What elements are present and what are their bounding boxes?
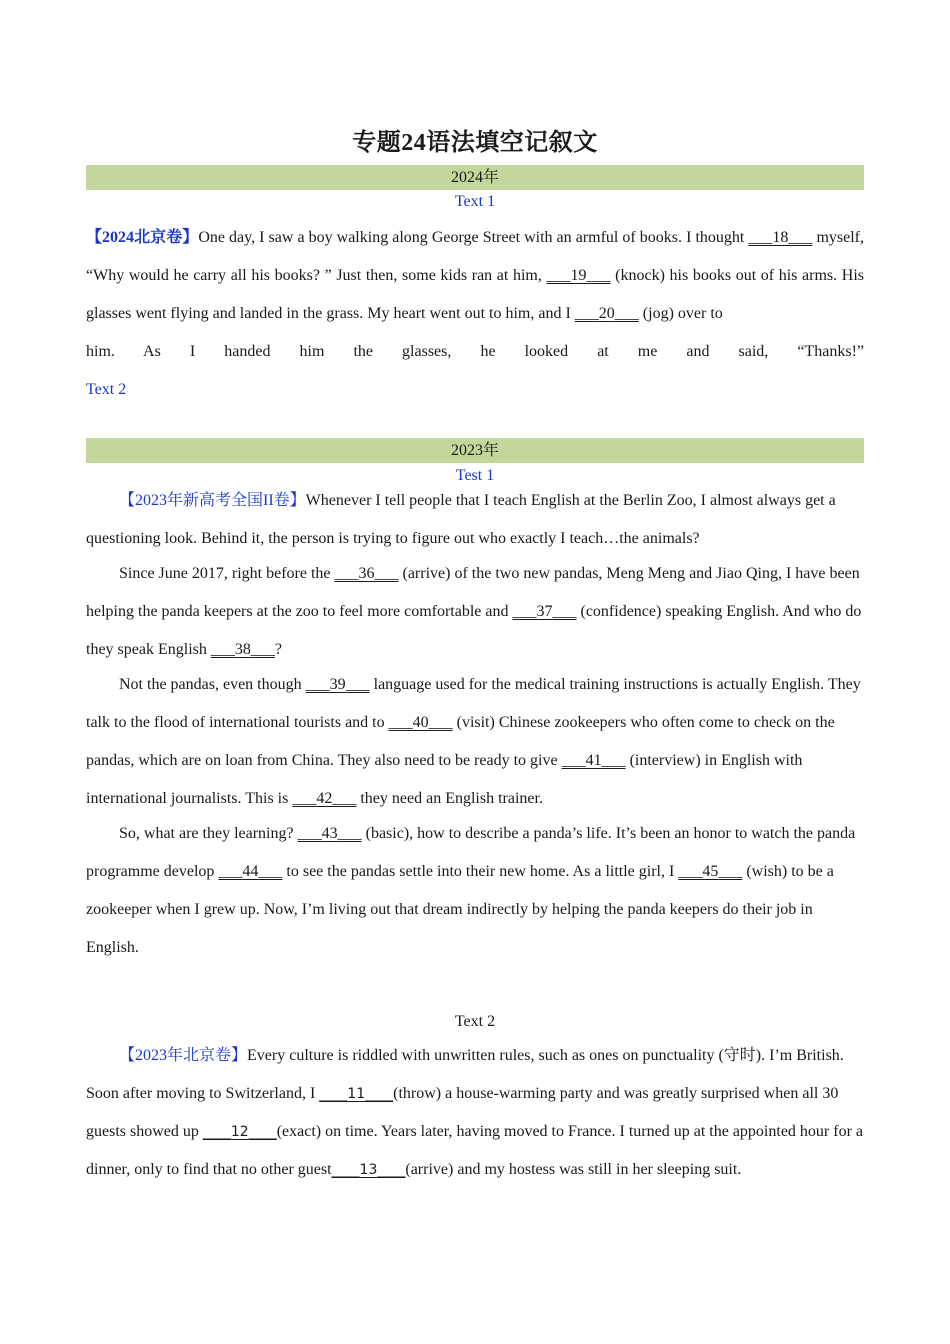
blank-13[interactable]: ____13____ — [331, 1162, 406, 1178]
paragraph-2023-3: Not the pandas, even though ___39___ language used for the medical training instructions is actually English. They talk to the flood of international tourists and to ___40___ (visit) Chinese zookeepers who often come to check on the pandas, which are on loan from China. They also need to be ready to give ___41___ (interview) in English with international journalists. This is ___42___ they need an English trainer. — [86, 676, 861, 807]
blank-37[interactable]: ___37___ — [512, 603, 577, 620]
paragraph-2023-1: 【2023年新高考全国II卷】Whenever I tell people that I teach English at the Berlin Zoo, I almost always get a questioning look. Behind it, the person is trying to figure out who exactly I teach…the animals? — [86, 492, 836, 547]
blank-11[interactable]: ____11____ — [319, 1086, 394, 1102]
source-tag: 【2023年北京卷】 — [119, 1047, 248, 1064]
text-heading-2023-text2: Text 2 — [454, 1013, 496, 1030]
blank-44[interactable]: ___44___ — [218, 863, 283, 880]
year-bar-2024: 2024年 — [86, 165, 864, 190]
blank-18[interactable]: ___18___ — [748, 229, 813, 246]
paragraph-2023-4: So, what are they learning? ___43___ (basic), how to describe a panda’s life. It’s been an honor to watch the panda programme develop ___44___ to see the pandas settle into their new home. As a little girl, I ___45___ (wish) to be a zookeeper when I grew up. Now, I’m living out that dream indirectly by helping the panda keepers do their job in English. — [86, 825, 856, 956]
page-title: 专题24语法填空记叙文 — [352, 130, 598, 156]
blank-19[interactable]: ___19___ — [546, 267, 611, 284]
blank-41[interactable]: ___41___ — [561, 752, 626, 769]
paragraph-2024-text1: 【2024北京卷】One day, I saw a boy walking along George Street with an armful of books. I thought ___18___ myself, “Why would he carry all his books? ” Just then, some kids ran at him, ___19___ (knock) his books out of his arms. His glasses went flying and landed in the grass. My heart went out to him, and I ___20___ (jog) over to — [86, 229, 865, 322]
text-heading-2024-text2: Text 2 — [86, 381, 127, 398]
text-heading-2024-text1: Text 1 — [454, 193, 496, 210]
blank-12[interactable]: ____12____ — [202, 1124, 277, 1140]
year-bar-2023: 2023年 — [86, 438, 864, 463]
paragraph-2023-2: Since June 2017, right before the ___36___ (arrive) of the two new pandas, Meng Meng and Jiao Qing, I have been helping the panda keepers at the zoo to feel more comfortable and ___37___ (confidence) speaking English. And who do they speak English ___38___? — [86, 565, 862, 658]
blank-42[interactable]: ___42___ — [292, 790, 357, 807]
blank-38[interactable]: ___38___ — [210, 641, 275, 658]
paragraph-2023-5: 【2023年北京卷】Every culture is riddled with unwritten rules, such as ones on punctuality (守时). I’m British. Soon after moving to Switzerland, I ____11____(throw) a house-warming party and was greatly surprised when all 30 guests showed up ____12____(exact) on time. Years later, having moved to France. I turned up at the appointed hour for a dinner, only to find that no other guest____13____(arrive) and my hostess was still in her sleeping suit. — [86, 1047, 864, 1178]
blank-40[interactable]: ___40___ — [388, 714, 453, 731]
text-heading-2023-test1: Test 1 — [455, 467, 495, 484]
paragraph-2024-text1-last-line: him. As I handed him the glasses, he looked at me and said, “Thanks!” — [86, 343, 864, 360]
source-tag: 【2024北京卷】 — [86, 229, 199, 246]
blank-43[interactable]: ___43___ — [297, 825, 362, 842]
source-tag: 【2023年新高考全国II卷】 — [119, 492, 306, 509]
blank-36[interactable]: ___36___ — [334, 565, 399, 582]
blank-39[interactable]: ___39___ — [305, 676, 370, 693]
blank-20[interactable]: ___20___ — [574, 305, 639, 322]
blank-45[interactable]: ___45___ — [678, 863, 743, 880]
